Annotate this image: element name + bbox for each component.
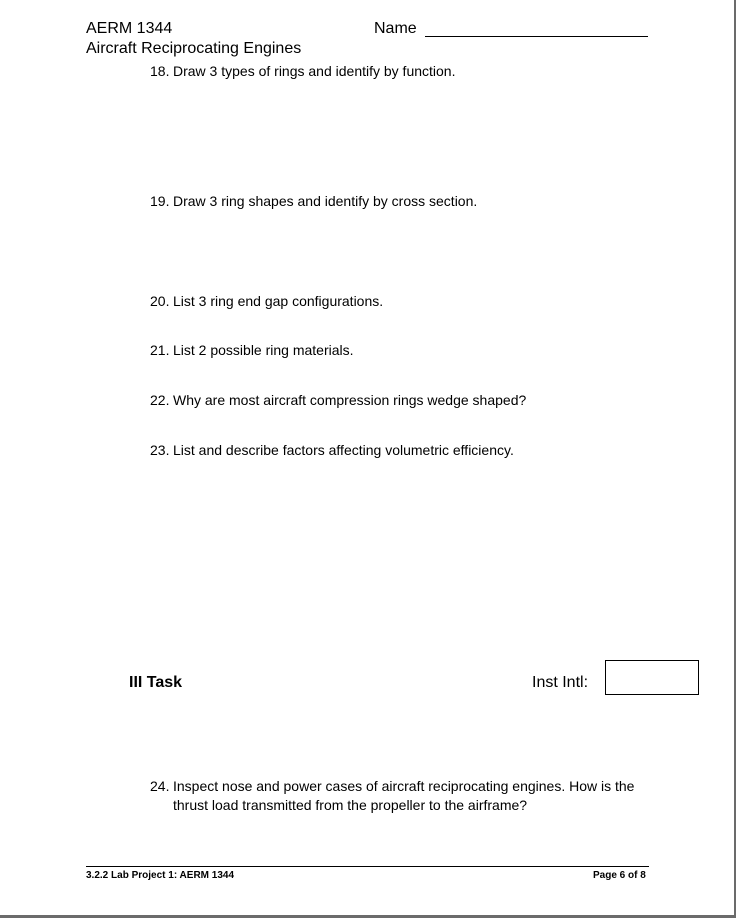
question-number: 20. [150, 293, 170, 309]
question-text: List and describe factors affecting volumetric efficiency. [173, 442, 514, 458]
question-text: List 2 possible ring materials. [173, 342, 354, 358]
name-blank-line[interactable] [425, 36, 648, 37]
question-number: 19. [150, 193, 170, 209]
footer-page-number: Page 6 of 8 [593, 870, 646, 881]
inst-initials-label: Inst Intl: [532, 674, 589, 691]
name-label: Name [374, 20, 417, 37]
question-22 [150, 391, 660, 410]
task-heading: III Task [129, 674, 183, 691]
question-21 [150, 341, 660, 360]
question-text: Draw 3 ring shapes and identify by cross section. [173, 193, 478, 209]
footer-document-title: 3.2.2 Lab Project 1: AERM 1344 [86, 870, 235, 881]
question-text: List 3 ring end gap configurations. [173, 293, 384, 309]
question-text: Why are most aircraft compression rings wedge shaped? [173, 392, 527, 408]
question-number: 18. [150, 63, 170, 79]
question-24 [150, 777, 660, 815]
question-text: Inspect nose and power cases of aircraft reciprocating engines. How is the thrust load transmitted from the propeller to the airframe? [173, 778, 635, 813]
footer-divider [86, 866, 649, 867]
question-text: Draw 3 types of rings and identify by function. [173, 63, 456, 79]
course-code: AERM 1344 [86, 20, 173, 37]
question-23 [150, 441, 660, 460]
question-number: 24. [150, 778, 170, 794]
question-20 [150, 292, 660, 311]
question-number: 23. [150, 442, 170, 458]
question-number: 22. [150, 392, 170, 408]
question-number: 21. [150, 342, 170, 358]
inst-initials-box[interactable] [605, 660, 699, 695]
course-title: Aircraft Reciprocating Engines [86, 40, 302, 57]
question-19 [150, 192, 660, 211]
question-18 [150, 62, 660, 81]
